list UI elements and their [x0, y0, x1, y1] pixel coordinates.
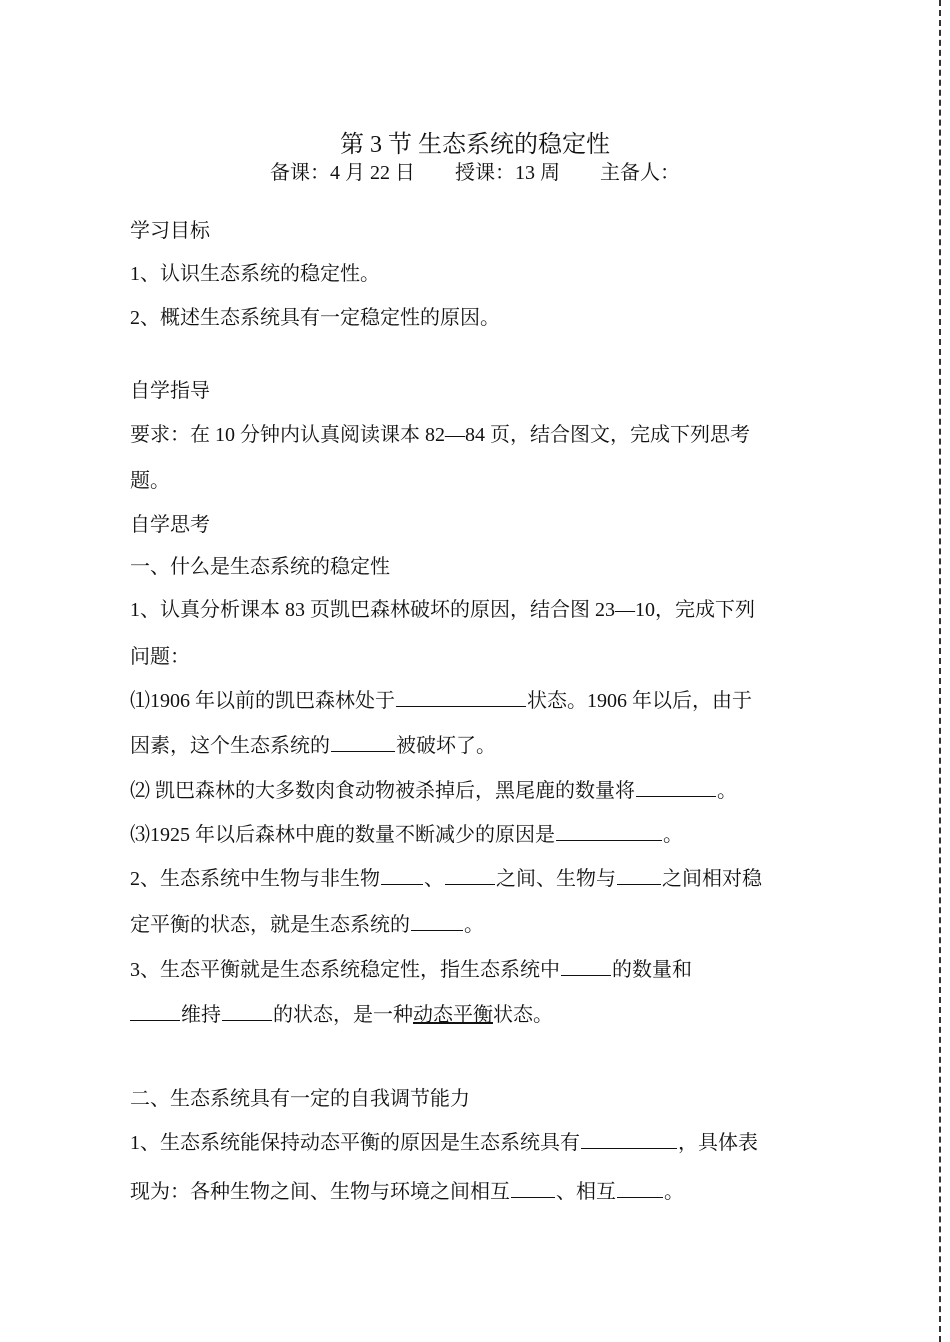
text: ⑶1925 年以后森林中鹿的数量不断减少的原因是 — [130, 824, 555, 846]
sub-question-2 — [130, 776, 737, 806]
guide-requirement-1: 要求：在 10 分钟内认真阅读课本 82—84 页，结合图文，完成下列思考 — [130, 424, 750, 446]
prep-date: 备课：4 月 22 日 — [270, 162, 415, 184]
part1-question3-line1 — [130, 955, 692, 985]
answer-blank[interactable] — [636, 776, 716, 797]
answer-blank[interactable] — [222, 1000, 272, 1021]
sub-question-3 — [130, 820, 683, 850]
part2-heading: 二、生态系统具有一定的自我调节能力 — [130, 1088, 470, 1110]
text: ⑴1906 年以前的凯巴森林处于 — [130, 690, 395, 712]
text: 3、生态平衡就是生态系统稳定性，指生态系统中 — [130, 959, 560, 981]
text: 状态。 — [493, 1004, 553, 1026]
lead-teacher: 主备人： — [600, 162, 680, 184]
answer-blank[interactable] — [581, 1128, 677, 1149]
page-title: 第 3 节 生态系统的稳定性 — [340, 132, 610, 158]
text: 维持 — [181, 1004, 221, 1026]
sub-question-1-line1 — [130, 686, 752, 716]
answer-blank[interactable] — [381, 864, 423, 885]
text: ，具体表 — [678, 1132, 758, 1154]
underlined-term: 动态平衡 — [413, 1004, 493, 1026]
answer-blank[interactable] — [511, 1177, 555, 1198]
text: 的数量和 — [612, 959, 692, 981]
part2-question1-line2 — [130, 1177, 684, 1207]
text: 之间相对稳 — [662, 868, 762, 890]
part1-heading: 一、什么是生态系统的稳定性 — [130, 556, 390, 578]
text: 、相互 — [556, 1181, 616, 1203]
lesson-info — [0, 158, 950, 188]
answer-blank[interactable] — [617, 864, 661, 885]
part1-question1-line1: 1、认真分析课本 83 页凯巴森林破坏的原因，结合图 23—10，完成下列 — [130, 599, 755, 621]
text: ⑵ 凯巴森林的大多数肉食动物被杀掉后，黑尾鹿的数量将 — [130, 780, 635, 802]
text: 状态。1906 年以后，由于 — [527, 690, 752, 712]
goals-heading: 学习目标 — [130, 220, 210, 242]
part1-question2-line1 — [130, 864, 762, 894]
part1-question1-line2: 问题： — [130, 646, 190, 668]
answer-blank[interactable] — [561, 955, 611, 976]
guide-heading: 自学指导 — [130, 380, 210, 402]
part1-question2-line2 — [130, 910, 484, 940]
answer-blank[interactable] — [556, 820, 662, 841]
text: 因素，这个生态系统的 — [130, 735, 330, 757]
text: 之间、生物与 — [496, 868, 616, 890]
answer-blank[interactable] — [130, 1000, 180, 1021]
text: 2、生态系统中生物与非生物 — [130, 868, 380, 890]
part2-question1-line1 — [130, 1128, 758, 1158]
text: 。 — [464, 914, 484, 936]
sub-question-1-line2 — [130, 731, 496, 761]
text: 、 — [424, 868, 444, 890]
text: 。 — [663, 824, 683, 846]
teach-week: 授课：13 周 — [455, 162, 560, 184]
text: 的状态，是一种 — [273, 1004, 413, 1026]
text: 。 — [664, 1181, 684, 1203]
answer-blank[interactable] — [411, 910, 463, 931]
answer-blank[interactable] — [617, 1177, 663, 1198]
text: 定平衡的状态，就是生态系统的 — [130, 914, 410, 936]
text: 1、生态系统能保持动态平衡的原因是生态系统具有 — [130, 1132, 580, 1154]
text: 现为：各种生物之间、生物与环境之间相互 — [130, 1181, 510, 1203]
think-heading: 自学思考 — [130, 514, 210, 536]
goal-item-2: 2、概述生态系统具有一定稳定性的原因。 — [130, 307, 500, 329]
answer-blank[interactable] — [445, 864, 495, 885]
text: 被破坏了。 — [396, 735, 496, 757]
guide-requirement-2: 题。 — [130, 470, 170, 492]
goal-item-1: 1、认识生态系统的稳定性。 — [130, 263, 380, 285]
answer-blank[interactable] — [331, 731, 395, 752]
text: 。 — [717, 780, 737, 802]
part1-question3-line2 — [130, 1000, 553, 1030]
answer-blank[interactable] — [396, 686, 526, 707]
cut-line — [939, 0, 941, 1342]
